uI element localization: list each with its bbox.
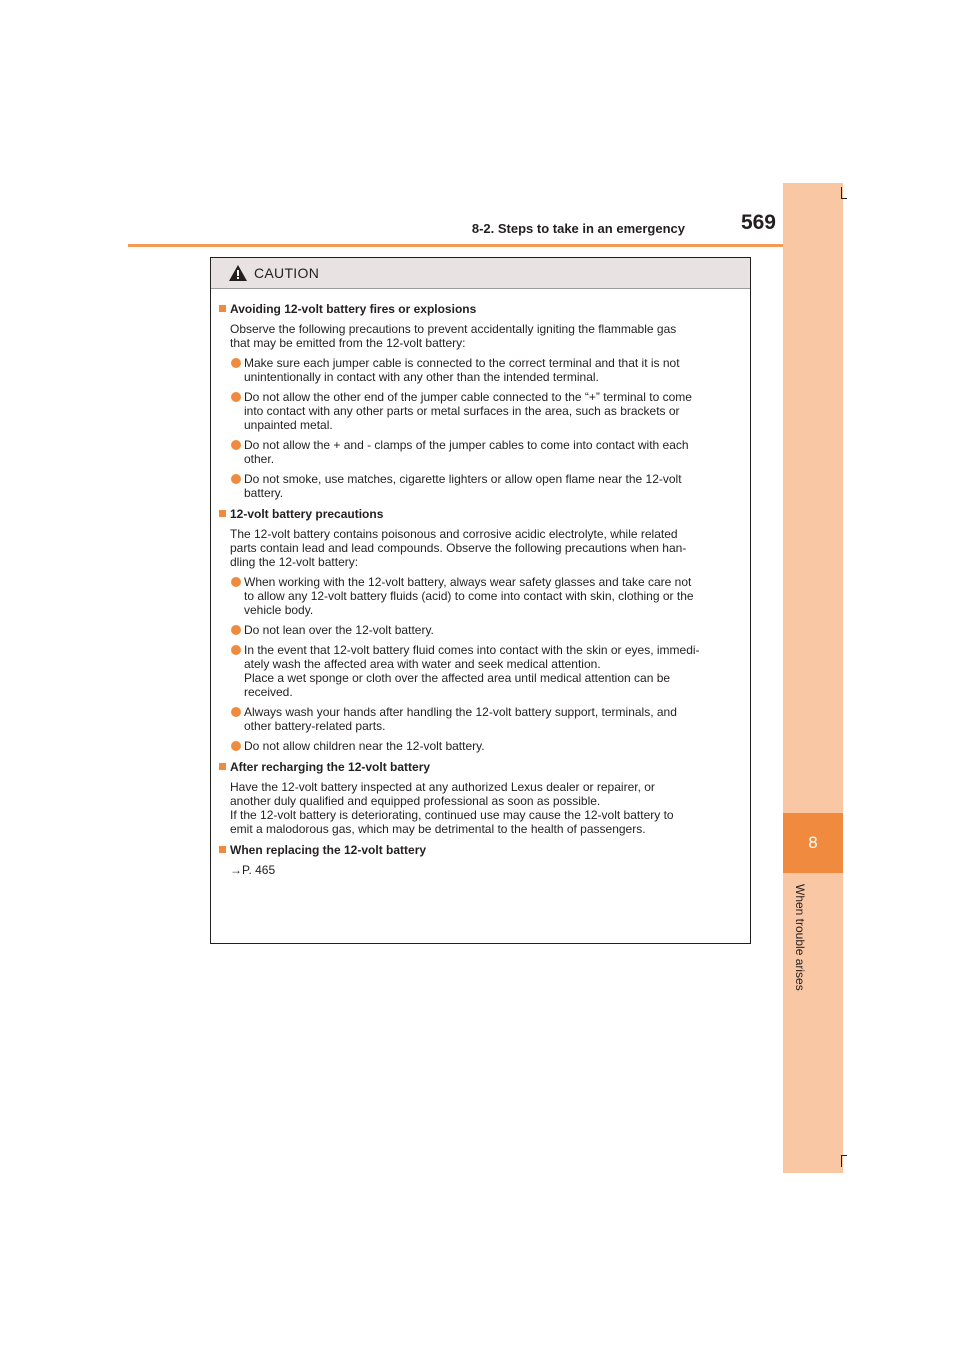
chapter-side-tab bbox=[783, 183, 843, 1173]
text-line: If the 12-volt battery is deteriorating, continued use may cause the 12-volt battery to bbox=[230, 808, 674, 822]
text-line: that may be emitted from the 12-volt battery: bbox=[230, 336, 466, 350]
circle-bullet-icon bbox=[231, 625, 241, 635]
bullet-line: to allow any 12-volt battery fluids (acid) to come into contact with skin, clothing or the bbox=[244, 589, 694, 603]
bullet-line: Do not lean over the 12-volt battery. bbox=[244, 623, 434, 637]
text-line: The 12-volt battery contains poisonous and corrosive acidic electrolyte, while related bbox=[230, 527, 678, 541]
bullet-line: In the event that 12-volt battery fluid comes into contact with the skin or eyes, immedi- bbox=[244, 643, 700, 657]
caution-header bbox=[211, 258, 750, 289]
section-title: 8-2. Steps to take in an emergency bbox=[471, 221, 685, 236]
bullet-item bbox=[219, 356, 744, 384]
section-heading-text: 12-volt battery precautions bbox=[230, 507, 384, 521]
text-line: parts contain lead and lead compounds. Observe the following precautions when han- bbox=[230, 541, 687, 555]
section-text bbox=[219, 780, 744, 836]
bullet-line: unintentionally in contact with any other than the intended terminal. bbox=[244, 370, 599, 384]
bullet-item bbox=[219, 390, 744, 432]
bullet-line: other battery-related parts. bbox=[244, 719, 386, 733]
bullet-line: Do not allow children near the 12-volt battery. bbox=[244, 739, 485, 753]
section-text bbox=[219, 322, 744, 350]
section-heading bbox=[219, 302, 744, 316]
square-bullet-icon bbox=[219, 763, 226, 770]
bullet-line: Place a wet sponge or cloth over the affected area until medical attention can be bbox=[244, 671, 671, 685]
circle-bullet-icon bbox=[231, 474, 241, 484]
bullet-line: battery. bbox=[244, 486, 284, 500]
bullet-line: When working with the 12-volt battery, always wear safety glasses and take care not bbox=[244, 575, 692, 589]
section-text bbox=[219, 527, 744, 569]
bullet-item bbox=[219, 623, 744, 637]
section-heading-text: After recharging the 12-volt battery bbox=[230, 760, 431, 774]
bullet-item bbox=[219, 438, 744, 466]
square-bullet-icon bbox=[219, 305, 226, 312]
bullet-item bbox=[219, 472, 744, 500]
text-line: dling the 12-volt battery: bbox=[230, 555, 359, 569]
circle-bullet-icon bbox=[231, 707, 241, 717]
caution-body bbox=[211, 289, 750, 877]
text-line: another duly qualified and equipped professional as soon as possible. bbox=[230, 794, 601, 808]
crop-mark-top-foot bbox=[841, 198, 847, 199]
chapter-number-box: 8 bbox=[783, 813, 843, 873]
text-line: emit a malodorous gas, which may be detrimental to the health of passengers. bbox=[230, 822, 646, 836]
bullet-line: Do not allow the other end of the jumper cable connected to the “+” terminal to come bbox=[244, 390, 692, 404]
bullet-line: Make sure each jumper cable is connected to the correct terminal and that it is not bbox=[244, 356, 680, 370]
square-bullet-icon bbox=[219, 510, 226, 517]
section-heading bbox=[219, 760, 744, 774]
section-heading bbox=[219, 507, 744, 521]
section-heading bbox=[219, 843, 744, 857]
caution-box bbox=[210, 257, 751, 944]
bullet-line: Do not allow the + and - clamps of the jumper cables to come into contact with each bbox=[244, 438, 689, 452]
square-bullet-icon bbox=[219, 846, 226, 853]
crop-mark-bottom bbox=[841, 1155, 842, 1167]
warning-icon bbox=[229, 265, 247, 281]
bullet-line: ately wash the affected area with water and seek medical attention. bbox=[244, 657, 601, 671]
text-line: →P. 465 bbox=[230, 863, 276, 877]
circle-bullet-icon bbox=[231, 358, 241, 368]
section-heading-text: Avoiding 12-volt battery fires or explosions bbox=[230, 302, 477, 316]
text-line: Observe the following precautions to prevent accidentally igniting the flammable gas bbox=[230, 322, 677, 336]
caution-title: CAUTION bbox=[254, 265, 320, 281]
bullet-line: unpainted metal. bbox=[244, 418, 333, 432]
circle-bullet-icon bbox=[231, 440, 241, 450]
circle-bullet-icon bbox=[231, 577, 241, 587]
header-rule bbox=[128, 244, 783, 247]
bullet-line: vehicle body. bbox=[244, 603, 314, 617]
bullet-item bbox=[219, 739, 744, 753]
chapter-label: When trouble arises bbox=[793, 884, 807, 991]
bullet-item bbox=[219, 575, 744, 617]
circle-bullet-icon bbox=[231, 741, 241, 751]
bullet-line: Do not smoke, use matches, cigarette lighters or allow open flame near the 12-volt bbox=[244, 472, 682, 486]
section-heading-text: When replacing the 12-volt battery bbox=[230, 843, 427, 857]
text-line: Have the 12-volt battery inspected at any authorized Lexus dealer or repairer, or bbox=[230, 780, 655, 794]
circle-bullet-icon bbox=[231, 392, 241, 402]
crop-mark-bottom-foot bbox=[841, 1155, 847, 1156]
circle-bullet-icon bbox=[231, 645, 241, 655]
page-number: 569 bbox=[740, 211, 776, 234]
bullet-line: received. bbox=[244, 685, 293, 699]
bullet-line: Always wash your hands after handling the 12-volt battery support, terminals, and bbox=[244, 705, 677, 719]
bullet-line: into contact with any other parts or metal surfaces in the area, such as brackets or bbox=[244, 404, 680, 418]
section-text bbox=[219, 863, 744, 877]
bullet-item bbox=[219, 705, 744, 733]
bullet-line: other. bbox=[244, 452, 275, 466]
bullet-item bbox=[219, 643, 744, 699]
